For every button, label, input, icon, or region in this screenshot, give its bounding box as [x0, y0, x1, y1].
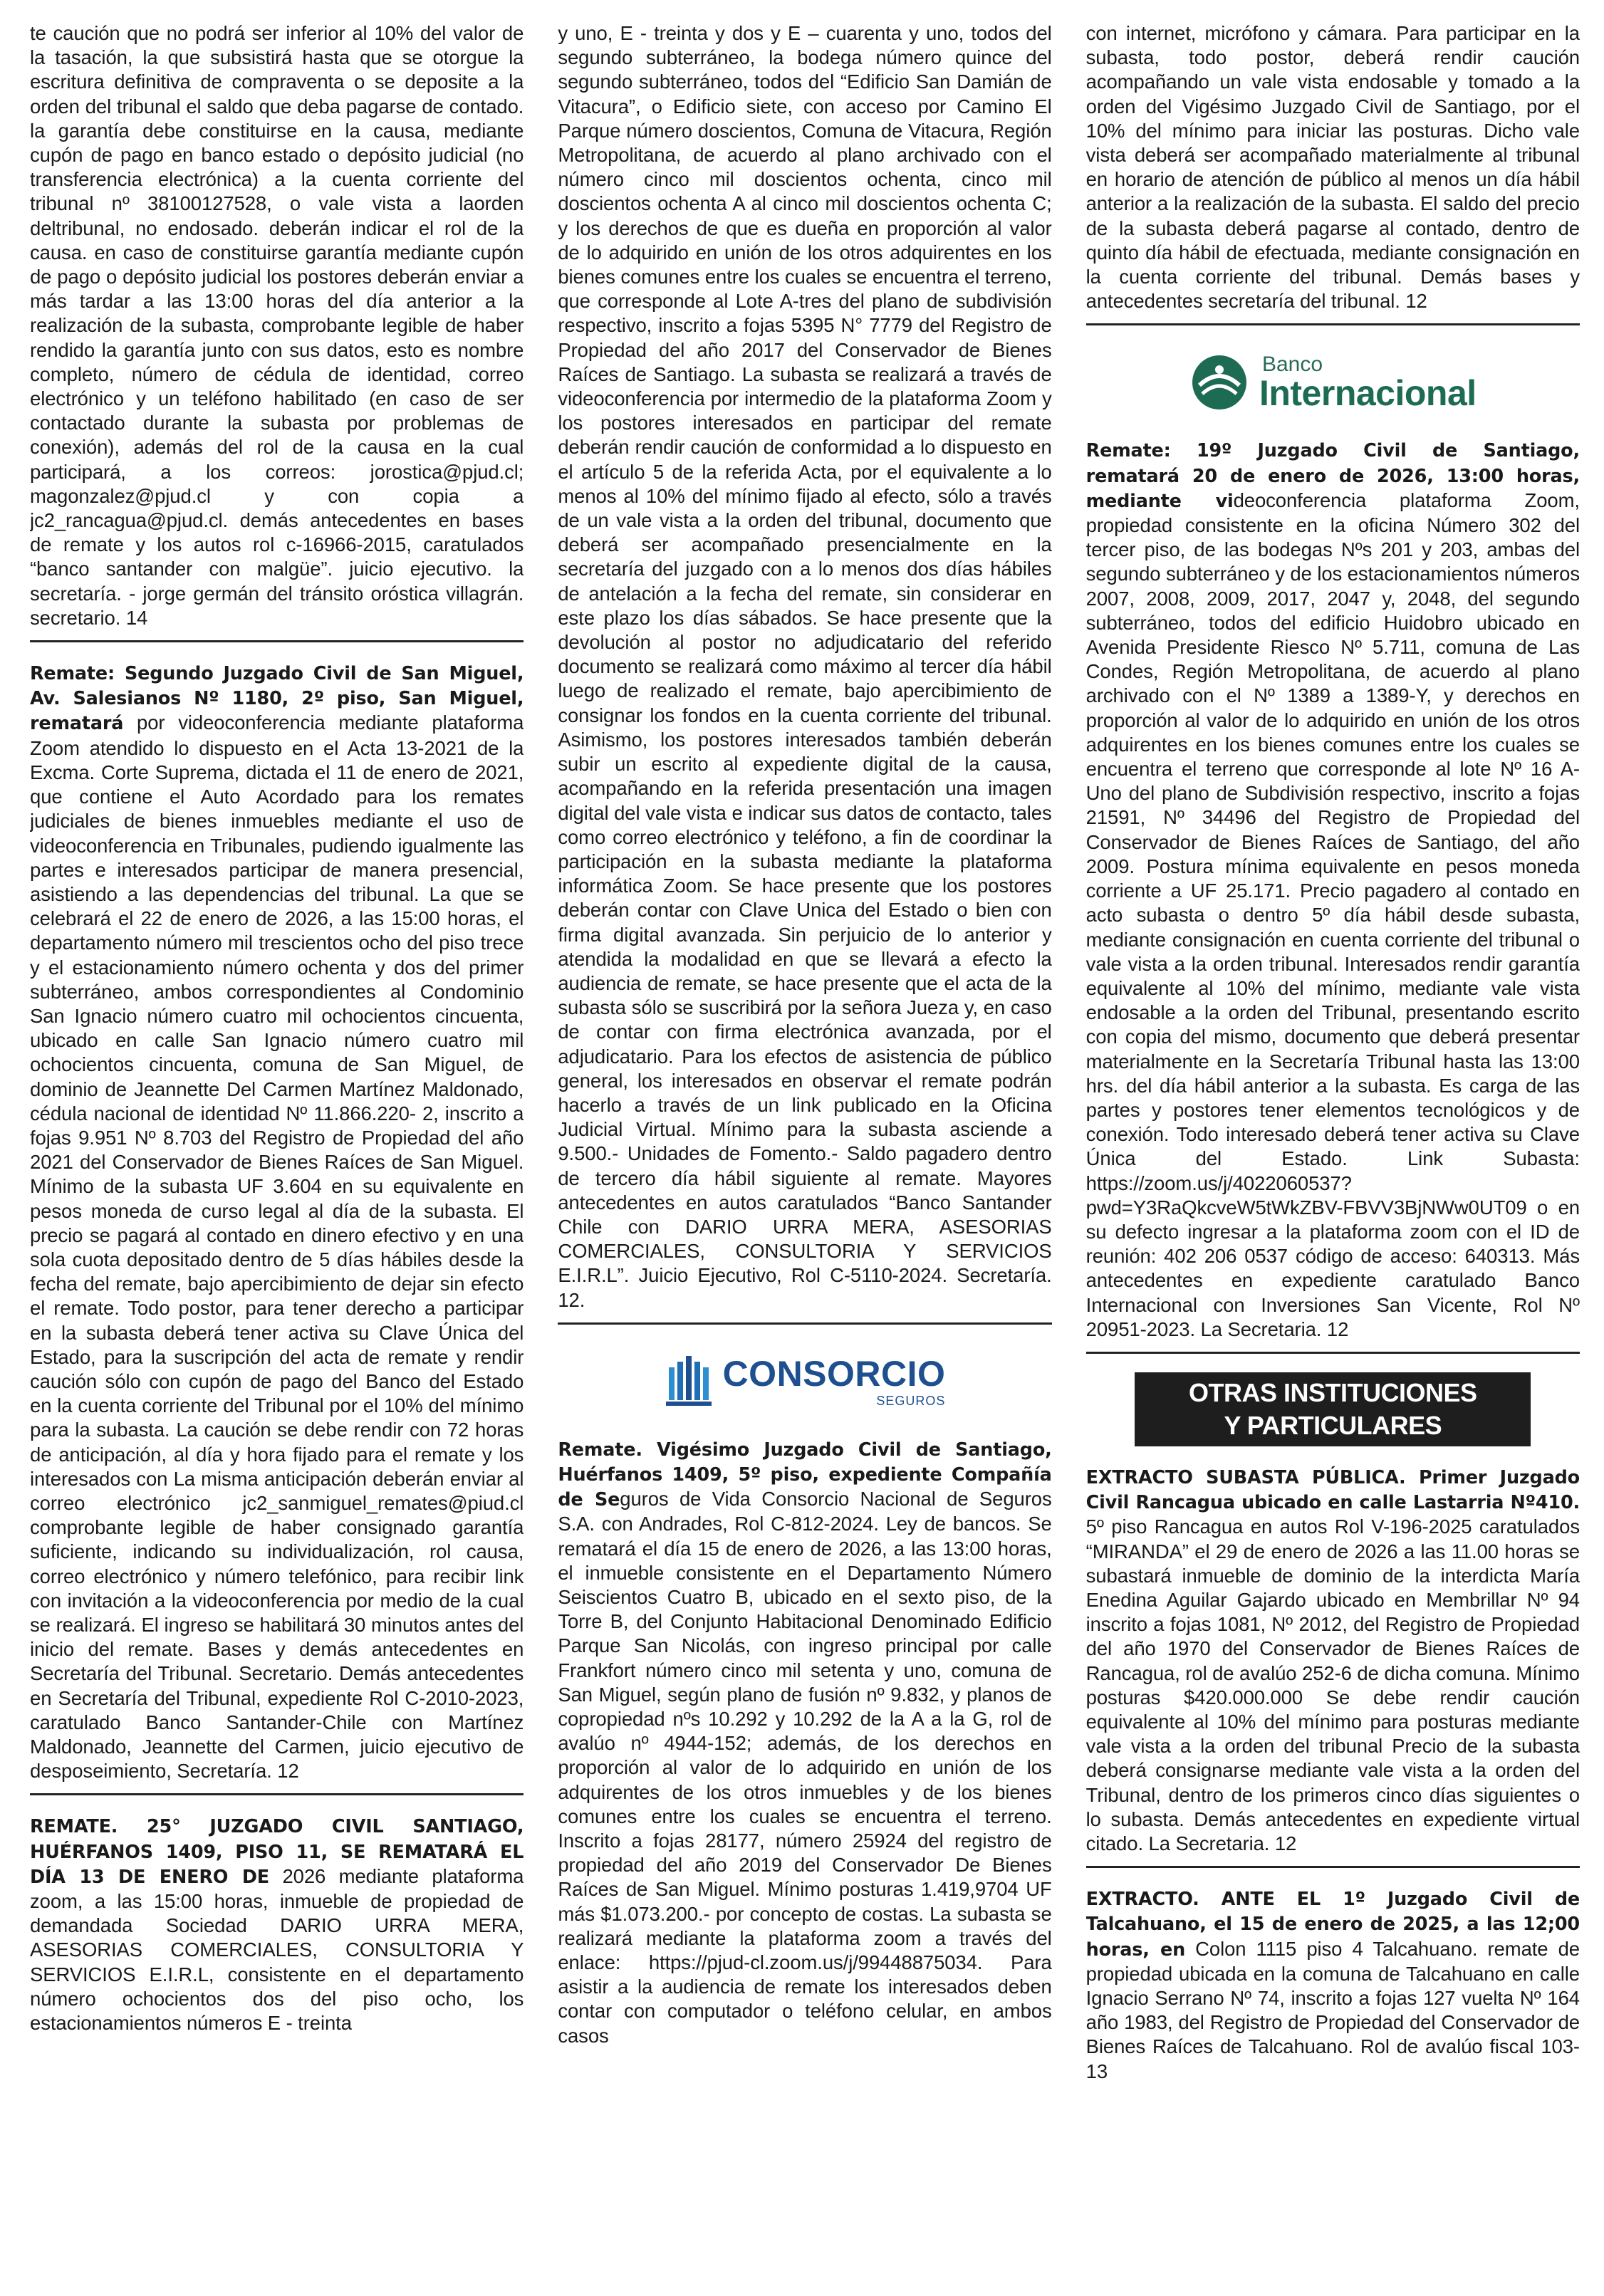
notice-body [30, 1814, 524, 2035]
notice-text: Colon 1115 piso 4 Talcahuano. remate de propiedad ubicada en la comuna de Talcahuano en calle Ignacio Serrano Nº 74, inscrito a fojas 127 vuelta Nº 164 año 1983, del Registro de Propiedad del Conservador de Bienes Raíces de Talcahuano. Rol de avalúo fiscal 103-13 [1085, 1937, 1580, 2082]
divider [1086, 323, 1580, 325]
column-3 [1086, 21, 1580, 2296]
notice-body [30, 661, 524, 1783]
notice-continuation-vigesimo [1086, 21, 1580, 313]
notice-heading: REMATE. 25° JUZGADO CIVIL SANTIAGO, HUÉRFANOS 1409, PISO 11, SE REMATARÁ EL DÍA 13 DE ENERO DE [30, 1816, 524, 1888]
consorcio-mark-icon [665, 1355, 714, 1409]
notice-body [1086, 1465, 1580, 1856]
consorcio-logo-sub: SEGUROS [876, 1393, 946, 1408]
section-banner-line-1: OTRAS INSTITUCIONES [1189, 1377, 1477, 1407]
notice-19-juzgado [1086, 438, 1580, 1342]
banco-logo-big: Internacional [1259, 373, 1477, 414]
divider [558, 1322, 1051, 1325]
notice-heading: Remate. Vigésimo Juzgado Civil de Santiago, Huérfanos 1409, 5º piso, expediente Compañía de Se [558, 1439, 1052, 1511]
divider [30, 1793, 524, 1795]
notice-body [558, 21, 1051, 1313]
divider [30, 640, 524, 642]
notice-body [1086, 1887, 1580, 2084]
notice-heading: Remate: Segundo Juzgado Civil de San Miguel, Av. Salesianos Nº 1180, 2º piso, San Miguel, rematará [30, 663, 524, 735]
divider [1086, 1866, 1580, 1868]
notice-vigesimo-juzgado [558, 1437, 1051, 2048]
section-banner-line-2: Y PARTICULARES [1224, 1410, 1442, 1440]
banco-internacional-mark-icon [1189, 353, 1249, 412]
notice-body [558, 1437, 1051, 2048]
notice-continuation-25-juzgado [558, 21, 1051, 1313]
notice-rancagua-subasta [1086, 1465, 1580, 1856]
consorcio-logo [558, 1343, 1051, 1420]
notice-text: con internet, micrófono y cámara. Para participar en la subasta, todo postor, deberá rendir caución acompañando un vale vista endosable y tomado a la orden del Vigésimo Juzgado Civil de Santiago, por el 10% del mínimo para iniciar las posturas. Dicho vale vista deberá ser acompañado materialmente al tribunal en horario de atención de público al menos un día hábil anterior a la realización de la subasta. El saldo del precio de la subasta deberá pagarse al contado, dentro de quinto día hábil de efectuada, mediante consignación en la cuenta corriente del tribunal. Demás bases y antecedentes secretaría del tribunal. 12 [1085, 22, 1580, 313]
divider [1086, 1352, 1580, 1354]
column-1 [30, 21, 524, 2296]
notice-body [30, 21, 524, 630]
notice-text: 2026 mediante plataforma zoom, a las 15:00 horas, inmueble de propiedad de demandada Sociedad DARIO URRA MERA, ASESORIAS COMERCIALES, CONSULTORIA Y SERVICIOS E.I.R.L, consistente en el departamento número ochocientos dos del piso ocho, los estacionamientos números E - treinta [30, 1864, 524, 2035]
notice-continuation-rancagua [30, 21, 524, 630]
notice-talcahuano [1086, 1887, 1580, 2084]
consorcio-logo-name: CONSORCIO [722, 1353, 946, 1394]
notice-heading: EXTRACTO. ANTE EL 1º Juzgado Civil de Talcahuano, el 15 de enero de 2025, a las 12;00 horas, en [1085, 1889, 1580, 1961]
notice-text: y uno, E - treinta y dos y E – cuarenta y uno, todos del segundo subterráneo, la bodega número quince del segundo subterráneo, todos del “Edificio San Damián de Vitacura”, o Edificio siete, con acceso por Camino El Parque número doscientos, Comuna de Vitacura, Región Metropolitana, de acuerdo al plano archivado con el número cinco mil doscientos ochenta, cinco mil doscientos ochenta A al cinco mil doscientos ochenta C; y los derechos de que es dueña en proporción al valor de lo adquirido en unión de los otros adquirentes en los bienes comunes entre los cuales se encuentra el terreno, que corresponde al Lote A-tres del plano de subdivisión respectivo, inscrito a fojas 5395 N° 7779 del Registro de Propiedad del año 2017 del Conservador de Bienes Raíces de Santiago. La subasta se realizará a través de videoconferencia por intermedio de la plataforma Zoom y los postores interesados en participar del remate deberán rendir caución de conformidad a lo dispuesto en el artículo 5 de la referida Acta, por el equivalente a lo menos al 10% del mínimo fijado al efecto, sólo a través de un vale vista a la orden del tribunal, documento que deberá ser acompañado presencialmente en la secretaría del juzgado con a lo menos dos días hábiles de antelación a la fecha del remate, sin considerar en este plazo los días sábados. Se hace presente que la devolución al postor no adjudicatario del referido documento se realizará como máximo al tercer día hábil luego de realizado el remate, bajo apercibimiento de consignar los fondos en la cuenta corriente del tribunal. Asimismo, los postores interesados también deberán subir un escrito al expediente digital de la causa, acompañando en la referida presentación una imagen digital del vale vista e indicar sus datos de contacto, tales como correo electrónico y teléfono, a fin de coordinar la participación en la subasta mediante la plataforma informática Zoom. Se hace presente que los postores deberán contar con Clave Unica del Estado o bien con firma digital avanzada. Sin perjuicio de lo anterior y atendida la modalidad en que se llevará a efecto la audiencia de remate, se hace presente que el acta de la subasta sólo se suscribirá por la señora Jueza y, en caso de contar con firma electrónica avanzada, por el adjudicatario. Para los efectos de asistencia de público general, los interesados en observar el remate podrán hacerlo a través de un link publicado en la Oficina Judicial Virtual. Mínimo para la subasta asciende a 9.500.- Unidades de Fomento.- Saldo pagadero dentro de tercero día hábil siguiente al remate. Mayores antecedentes en autos caratulados “Banco Santander Chile con DARIO URRA MERA, ASESORIAS COMERCIALES, CONSULTORIA Y SERVICIOS E.I.R.L”. Juicio Ejecutivo, Rol C-5110-2024. Secretaría. 12. [558, 22, 1052, 1311]
notice-heading: Remate: 19º Juzgado Civil de Santiago, rematará 20 de enero de 2026, 13:00 horas, mediante vi [1085, 440, 1580, 512]
banco-internacional-logo [1086, 344, 1580, 421]
notice-text: guros de Vida Consorcio Nacional de Seguros S.A. con Andrades, Rol C-812-2024. Ley de bancos. Se rematará el día 15 de enero de 2026, a las 13:00 horas, el inmueble consistente en el Departamento Número Seiscientos Cuatro B, ubicado en el sexto piso, de la Torre B, del Conjunto Habitacional Denominado Edificio Parque San Nicolás, con ingreso principal por calle Frankfort número cinco mil setenta y uno, comuna de San Miguel, según plano de fusión nº 9.832, y planos de copropiedad nºs 10.292 y 10.292 de la A a la G, rol de avalúo nº 4944-152; además, de los derechos en proporción al valor de lo adquirido en unión de los adquirentes de los otros inmuebles y de los bienes comunes entre los cuales se encuentra el terreno. Inscrito a fojas 28177, número 25924 del registro de propiedad del año 2019 del Conservador De Bienes Raíces de San Miguel. Mínimo posturas 1.419,9704 UF más $1.073.200.- por concepto de costas. La subasta se realizará mediante la plataforma zoom a través del enlace: https://pjud-cl.zoom.us/j/99448875034. Para asistir a la audiencia de remate los interesados deben contar con computador o teléfono celular, en ambos casos [558, 1488, 1052, 2047]
notice-text: 5º piso Rancagua en autos Rol V-196-2025 caratulados “MIRANDA” el 29 de enero de 2026 a las 11.00 horas se subastará inmueble de dominio de la interdicta María Enedina Aguilar Gajardo ubicado en Membrillar Nº 94 inscrito a fojas 1081, Nº 2012, del Registro de Propiedad del año 1970 del Conservador de Bienes Raíces de Rancagua, rol de avalúo 252-6 de dicha comuna. Mínimo posturas $420.000.000 Se debe rendir caución equivalente al 10% del mínimo para posturas mediante vale vista a la orden del tribunal Precio de la subasta deberá consignarse mediante vale vista a la orden del Tribunal, dentro de los primeros cinco días siguientes o lo subasta. Demás antecedentes en expediente virtual citado. La Secretaria. 12 [1085, 1515, 1580, 1854]
column-2 [558, 21, 1051, 2296]
notice-heading: EXTRACTO SUBASTA PÚBLICA. Primer Juzgado Civil Rancagua ubicado en calle Lastarria Nº410. [1085, 1466, 1580, 1514]
notice-text: te caución que no podrá ser inferior al 10% del valor de la tasación, la que subsistirá hasta que se otorgue la escritura definitiva de compraventa o se deposite a la orden del tribunal el saldo que deba pagarse de contado. la garantía debe constituirse en la causa, mediante cupón de pago en banco estado o depósito judicial (no transferencia electrónica) a la cuenta corriente del tribunal nº 38100127528, o vale vista a laorden deltribunal, no endosado. deberán indicar el rol de la causa. en caso de constituirse garantía mediante cupón de pago o depósito judicial los postores deberán enviar a más tardar a las 13:00 horas del día anterior a la realización de la subasta, comprobante legible de haber rendido la garantía junto con sus datos, esto es nombre completo, número de cédula de identidad, correo electrónico y un teléfono habilitado (en caso de ser contactado durante la subasta por problemas de conexión), además del rol de la causa en la cual participará, a los correos: jorostica@pjud.cl; magonzalez@pjud.cl y con copia a jc2_rancagua@pjud.cl. demás antecedentes en bases de remate y los autos rol c-16966-2015, caratulados “banco santander con malgüe”. juicio ejecutivo. la secretaría. - jorge germán del tránsito oróstica villagrán. secretario. 14 [30, 22, 524, 629]
notice-25-juzgado [30, 1814, 524, 2035]
banco-logo-small: Banco [1261, 353, 1323, 377]
section-banner [1135, 1372, 1531, 1446]
notice-text: por videoconferencia mediante plataforma Zoom atendido lo dispuesto en el Acta 13-2021 de la Excma. Corte Suprema, dictada el 11 de enero de 2021, que contiene el Auto Acordado para los remates judiciales de bienes inmuebles mediante el uso de videoconferencia en Tribunales, pudiendo igualmente las partes e interesados participar de manera presencial, asistiendo a las dependencias del tribunal. La que se celebrará el 22 de enero de 2026, a las 15:00 horas, el departamento número mil trescientos ocho del piso trece y el estacionamiento número ochenta y dos del primer subterráneo, ambos correspondientes al Condominio San Ignacio número cuatro mil ochocientos cincuenta, ubicado en calle San Ignacio número cuatro mil ochocientos cincuenta, comuna de San Miguel, de dominio de Jeannette Del Carmen Martínez Maldonado, cédula nacional de identidad Nº 11.866.220- 2, inscrito a fojas 9.951 Nº 8.703 del Registro de Propiedad del año 2021 del Conservador de Bienes Raíces de San Miguel. Mínimo de la subasta UF 3.604 en su equivalente en pesos moneda de curso legal al día de la subasta. El precio se pagará al contado en dinero efectivo y en una sola cuota depositado dentro de 5 días hábiles desde la fecha del remate, bajo apercibimiento de dejar sin efecto el remate. Todo postor, para tener derecho a participar en la subasta deberá tener activa su Clave Única del Estado, para la suscripción del acta de remate y rendir caución sólo con cupón de pago del Banco del Estado en la cuenta corriente del Tribunal por el 10% del mínimo para la subasta. La caución se debe rendir con 72 horas de anticipación, al día y hora fijado para el remate y los interesados con La misma anticipación deberán enviar al correo electrónico jc2_sanmiguel_remates@piud.cl comprobante legible de haber consignado garantía suficiente, indicando su individualización, rol causa, correo electrónico y número telefónico, para recibir link con invitación a la videoconferencia por medio de la cual se realizará. El ingreso se habilitará 30 minutos antes del inicio del remate. Bases y demás antecedentes en Secretaría del Tribunal. Secretario. Demás antecedentes en Secretaría del Tribunal, expediente Rol C-2010-2023, caratulado Banco Santander-Chile con Martínez Maldonado, Jeannette del Carmen, juicio ejecutivo de desposeimiento, Secretaría. 12 [30, 711, 524, 1783]
notice-text: deoconferencia plataforma Zoom, propiedad consistente en la oficina Número 302 del tercer piso, de las bodegas Nºs 201 y 203, ambas del segundo subterráneo y de los estacionamientos números 2007, 2008, 2009, 2017, 2047 y, 2048, del segundo subterráneo, todos del edificio Huidobro ubicado en Avenida Presidente Riesco Nº 5.711, comuna de Las Condes, Región Metropolitana, de acuerdo al plano archivado con el Nº 1389 a 1389-Y, y derechos en proporción al valor de lo adquirido en unión de los otros adquirentes en los bienes comunes entre los cuales se encuentra el terreno que corresponde al lote Nº 16 A- Uno del plano de Subdivisión respectivo, inscrito a fojas 21591, Nº 34496 del Registro de Propiedad del Conservador de Bienes Raíces de Santiago, del año 2009. Postura mínima equivalente en pesos moneda corriente a UF 25.171. Precio pagadero al contado en acto subasta o dentro 5º día hábil desde subasta, mediante consignación en cuenta corriente del tribunal o vale vista a la orden tribunal. Interesados rendir garantía equivalente al 10% del mínimo, mediante vale vista endosable a la orden del Tribunal, presentando escrito con copia del mismo, documento que deberá presentar materialmente en la Secretaría Tribunal hasta las 13:00 hrs. del día hábil anterior a la subasta. Es carga de las partes y postores tener elementos tecnológicos y de conexión. Todo interesado deberá tener activa su Clave Única del Estado. Link Subasta: https://zoom.us/j/4022060537?pwd=Y3RaQkcveW5tWkZBV-FBVV3BjNWw0UT09 o en su defecto ingresar a la plataforma zoom con el ID de reunión: 402 206 0537 código de acceso: 640313. Más antecedentes en expediente caratulado Banco Internacional con Inversiones San Vicente, Rol Nº 20951-2023. La Secretaria. 12 [1085, 489, 1580, 1340]
notice-body [1086, 21, 1580, 313]
notice-san-miguel [30, 661, 524, 1783]
notice-body [1086, 438, 1580, 1342]
